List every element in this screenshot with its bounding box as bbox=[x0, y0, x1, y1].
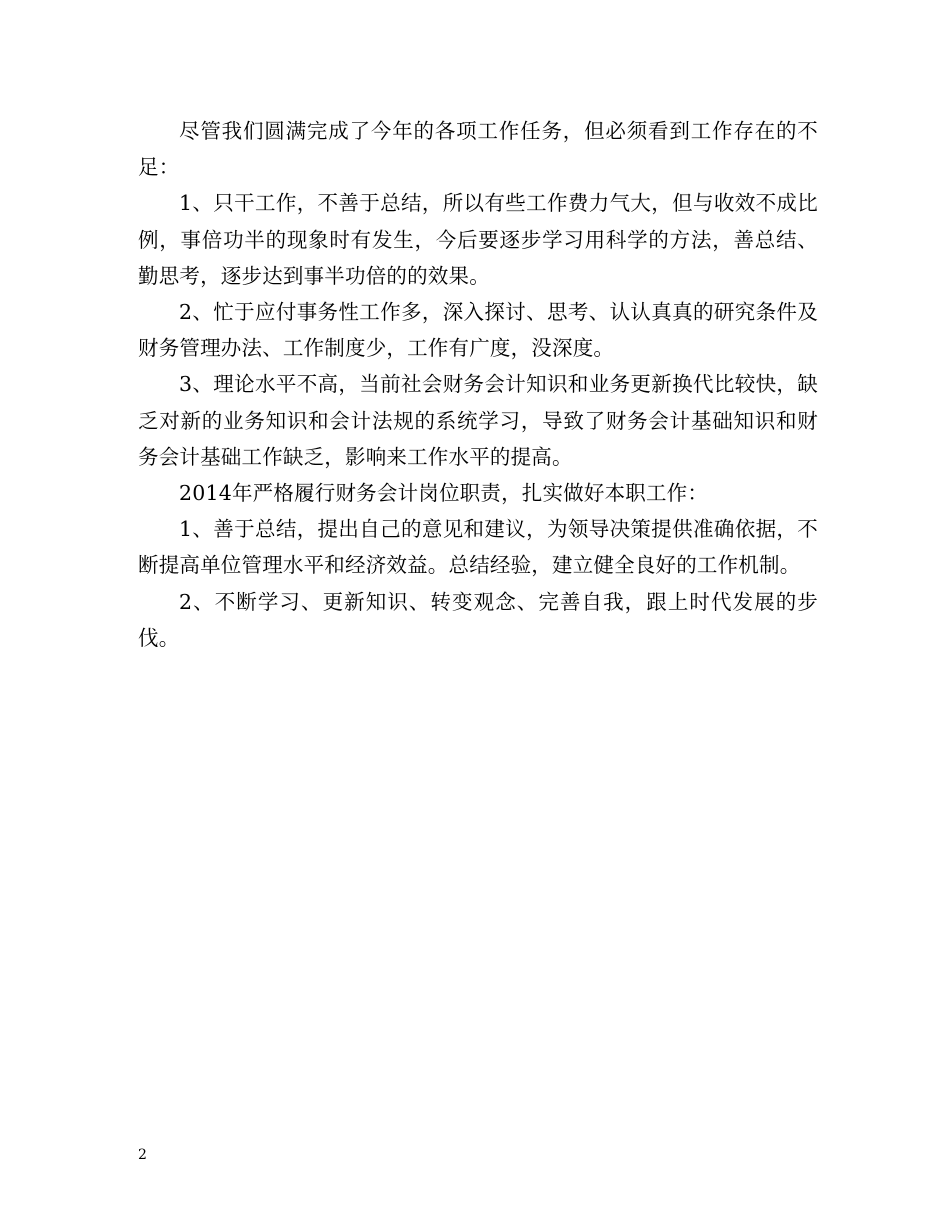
paragraph-shortcoming-1: 1、只干工作，不善于总结，所以有些工作费力气大，但与收效不成比例，事倍功半的现象时有发生，今后要逐步学习用科学的方法，善总结、勤思考，逐步达到事半功倍的的效果。 bbox=[138, 191, 818, 288]
paragraph-shortcomings-intro: 尽管我们圆满完成了今年的各项工作任务，但必须看到工作存在的不足： bbox=[138, 119, 818, 180]
paragraph-plan-2: 2、不断学习、更新知识、转变观念、完善自我，跟上时代发展的步伐。 bbox=[138, 589, 818, 650]
paragraph-shortcoming-3: 3、理论水平不高，当前社会财务会计知识和业务更新换代比较快，缺乏对新的业务知识和会计法规的系统学习，导致了财务会计基础知识和财务会计基础工作缺乏，影响来工作水平的提高。 bbox=[138, 372, 818, 469]
document-body bbox=[138, 113, 818, 656]
paragraph-plan-intro: 2014年严格履行财务会计岗位职责，扎实做好本职工作： bbox=[179, 481, 709, 506]
page-number: 2 bbox=[138, 1147, 147, 1163]
paragraph-shortcoming-2: 2、忙于应付事务性工作多，深入探讨、思考、认认真真的研究条件及财务管理办法、工作制度少，工作有广度，没深度。 bbox=[138, 300, 818, 361]
paragraph-plan-1: 1、善于总结，提出自己的意见和建议，为领导决策提供准确依据，不断提高单位管理水平和经济效益。总结经验，建立健全良好的工作机制。 bbox=[138, 517, 818, 578]
